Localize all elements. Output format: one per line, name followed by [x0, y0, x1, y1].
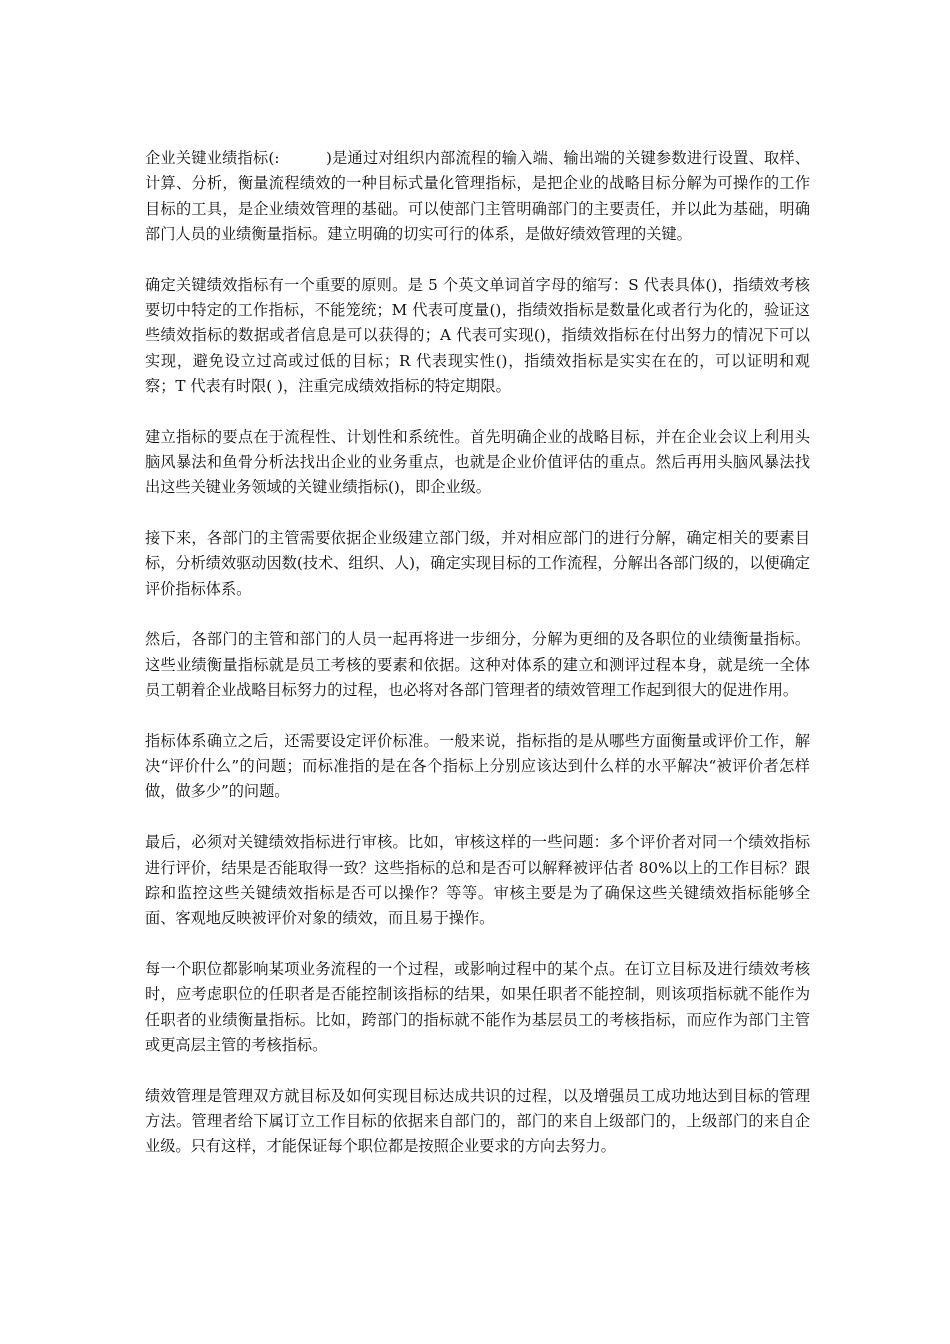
paragraph-indicator-key-points: 建立指标的要点在于流程性、计划性和系统性。首先明确企业的战略目标，并在企业会议上利用头脑风暴法和鱼骨分析法找出企业的业务重点，也就是企业价值评估的重点。然后再用头脑风暴法找出这些关键业务领域的关键业绩指标()，即企业级。	[145, 427, 810, 497]
paragraph-indicator-review: 最后，必须对关键绩效指标进行审核。比如，审核这样的一些问题：多个评价者对同一个绩效指标进行评价，结果是否能取得一致？这些指标的总和是否可以解释被评估者 80%以上的工作目标？跟踪和监控这些关键绩效指标是否可以操作？等等。审核主要是为了确保这些关键绩效指标能够全面、客观地反映被评价对象的绩效，而且易于操作。	[145, 833, 810, 928]
paragraph-kpi-definition: 企业关键业绩指标(: )是通过对组织内部流程的输入端、输出端的关键参数进行设置、取样、计算、分析，衡量流程绩效的一种目标式量化管理指标，是把企业的战略目标分解为可操作的工作目标的工具，是企业绩效管理的基础。可以使部门主管明确部门的主要责任，并以此为基础，明确部门人员的业绩衡量指标。建立明确的切实可行的体系，是做好绩效管理的关键。	[145, 149, 810, 243]
paragraph-smart-principle: 确定关键绩效指标有一个重要的原则。是 5 个英文单词首字母的缩写：S 代表具体()，指绩效考核要切中特定的工作指标，不能笼统；M 代表可度量()，指绩效指标是数量化或者行为化的，验证这些绩效指标的数据或者信息是可以获得的；A 代表可实现()，指绩效指标在付出努力的情况下可以实现，避免设立过高或过低的目标；R 代表现实性()，指绩效指标是实实在在的，可以证明和观察；T 代表有时限( )，注重完成绩效指标的特定期限。	[145, 275, 810, 395]
paragraph-department-decomposition: 接下来，各部门的主管需要依据企业级建立部门级，并对相应部门的进行分解，确定相关的要素目标，分析绩效驱动因数(技术、组织、人)，确定实现目标的工作流程，分解出各部门级的，以便确定评价指标体系。	[145, 529, 810, 598]
paragraph-evaluation-standards: 指标体系确立之后，还需要设定评价标准。一般来说，指标指的是从哪些方面衡量或评价工作，解决“评价什么”的问题；而标准指的是在各个指标上分别应该达到什么样的水平解决“被评价者怎样做，做多少”的问题。	[145, 731, 810, 801]
document-body	[145, 146, 810, 1185]
paragraph-position-control: 每一个职位都影响某项业务流程的一个过程，或影响过程中的某个点。在订立目标及进行绩效考核时，应考虑职位的任职者是否能控制该指标的结果，如果任职者不能控制，则该项指标就不能作为任职者的业绩衡量指标。比如，跨部门的指标就不能作为基层员工的考核指标，而应作为部门主管或更高层主管的考核指标。	[145, 959, 810, 1054]
paragraph-position-indicators: 然后，各部门的主管和部门的人员一起再将进一步细分，分解为更细的及各职位的业绩衡量指标。这些业绩衡量指标就是员工考核的要素和依据。这种对体系的建立和测评过程本身，就是统一全体员工朝着企业战略目标努力的过程，也必将对各部门管理者的绩效管理工作起到很大的促进作用。	[145, 630, 810, 700]
paragraph-performance-management: 绩效管理是管理双方就目标及如何实现目标达成共识的过程，以及增强员工成功地达到目标的管理方法。管理者给下属订立工作目标的依据来自部门的，部门的来自上级部门的，上级部门的来自企业级。只有这样，才能保证每个职位都是按照企业要求的方向去努力。	[145, 1086, 810, 1156]
